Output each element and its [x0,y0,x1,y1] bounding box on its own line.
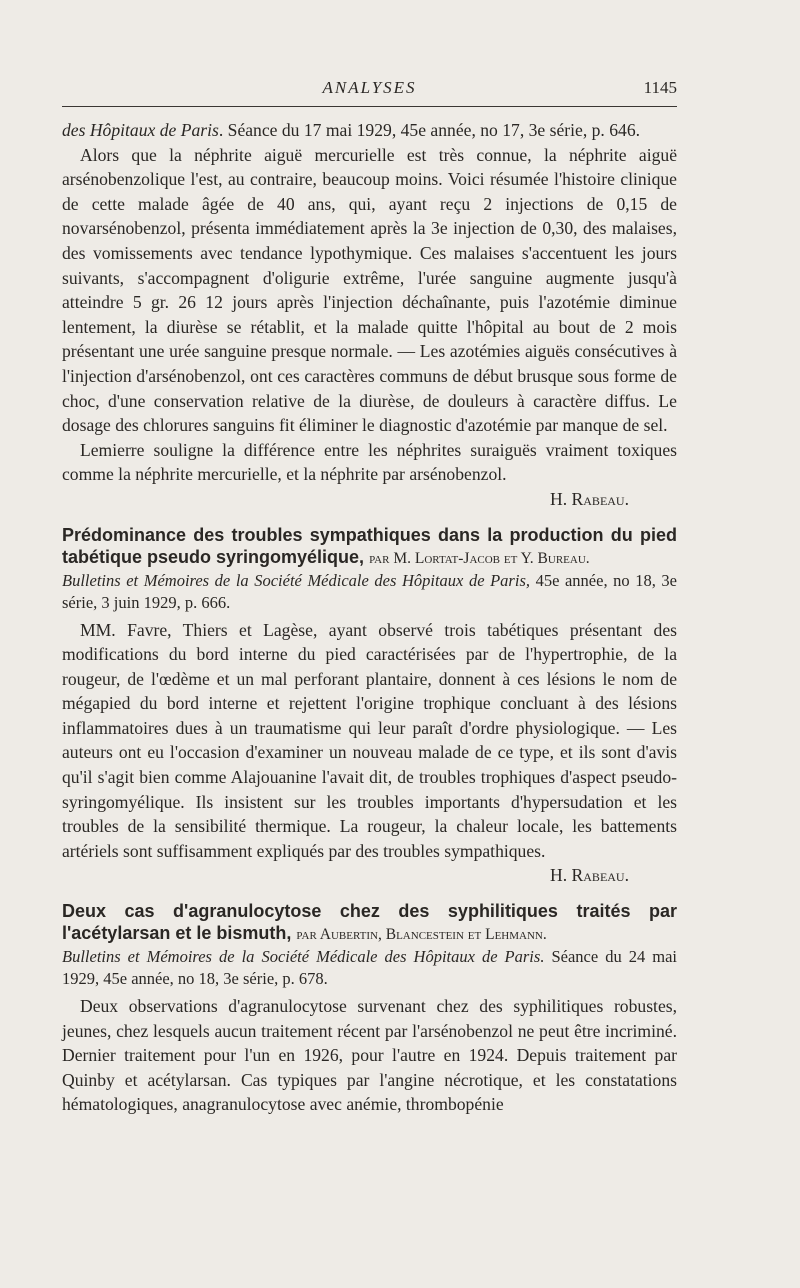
article1-title: Prédominance des troubles sympathiques dans la production du pied tabétique pseudo syringomyélique, [62,524,677,567]
article0-journal: des Hôpitaux de Paris [62,120,219,140]
article1-signature [62,863,677,888]
page-number: 1145 [643,78,677,97]
running-header [62,78,677,100]
article1-citation [62,570,677,614]
article0-citation-rest: . Séance du 17 mai 1929, 45e année, no 17, 3e série, p. 646. [218,120,641,140]
article1-journal: Bulletins et Mémoires de la Société Médicale des Hôpitaux de Paris, [62,570,530,590]
article0-paragraph2: Lemierre souligne la différence entre les néphrites suraiguës vraiment toxiques comme la néphrite mercurielle, et la néphrite par arsénobenzol. [62,439,677,485]
running-title: ANALYSES [322,78,417,97]
article0-citation [62,118,677,143]
article1-heading [62,524,677,570]
article2-citation [62,946,677,990]
article0-signature [62,487,677,512]
article2-journal: Bulletins et Mémoires de la Société Médicale des Hôpitaux de Paris. [62,947,545,967]
article2-citation-rest: Séance du 24 mai 1929, 45e année, no 18, 3e série, p. 678. [62,947,678,989]
header-rule [62,106,677,107]
article1-citation-rest: 45e année, no 18, 3e série, 3 juin 1929, p. 666. [62,570,677,612]
article1-paragraph: MM. Favre, Thiers et Lagèse, ayant observé trois tabétiques présentant des modifications du bord interne du pied caractérisées par de l'hypertrophie, de la rougeur, de l'œdème et un mal perforant plantaire, donnent à ces lésions le nom de mégapied du bord interne et rejettent l'origine trophique concluant à des lésions inflammatoires dues à un traumatisme qui leur paraît d'ordre physiologique. — Les auteurs ont eu l'occasion d'examiner un nouveau malade de ce type, et ils sont d'avis qu'il s'agit bien comme Alajouanine l'avait dit, de troubles trophiques d'aspect pseudo-syringomyélique. Ils insistent sur les troubles importants d'hypersudation et les troubles de la sensibilité thermique. La rougeur, la chaleur locale, les battements artériels sont suffisamment expliqués par des troubles sympathiques. [62,619,677,861]
article1-signature-text: H. Rabeau. [550,865,629,886]
article2-heading [62,900,677,946]
article2-paragraph: Deux observations d'agranulocytose survenant chez des syphilitiques robustes, jeunes, chez lesquels aucun traitement récent par l'arsénobenzol ne peut être incriminé. Dernier traitement pour l'un en 1926, pour l'autre en 1924. Depuis traitement par Quinby et acétylarsan. Cas typiques par l'angine nécrotique, et les constatations hématologiques, anagranulocytose avec anémie, thrombopénie [62,996,677,1115]
article1-authors: par M. Lortat-Jacob et Y. Bureau. [369,549,590,567]
article2-authors: par Aubertin, Blancestein et Lehmann. [296,926,547,944]
article0-signature-text: H. Rabeau. [550,488,629,509]
article2-title: Deux cas d'agranulocytose chez des syphilitiques traités par l'acétylarsan et le bismuth, [62,901,677,944]
article0-paragraph1: Alors que la néphrite aiguë mercurielle est très connue, la néphrite aiguë arsénobenzolique l'est, au contraire, beaucoup moins. Voici résumée l'histoire clinique de cette malade âgée de 40 ans, qui, ayant reçu 2 injections de 0,15 de novarsénobenzol, présenta immédiatement après la 3e injection de 0,30, des malaises, des vomissements avec tendance lypothymique. Ces malaises s'accentuent les jours suivants, s'accompagnent d'oligurie extrême, l'urée sanguine augmente jusqu'à atteindre 5 gr. 26 12 jours après l'injection déchaînante, puis l'azotémie diminue lentement, la diurèse se rétablit, et la malade quitte l'hôpital au bout de 2 mois présentant une urée sanguine presque normale. — Les azotémies aiguës consécutives à l'injection d'arsénobenzol, ont ces caractères communs de début brusque sous forme de choc, d'une conservation relative de la diurèse, de douleurs à caractère diffus. Le dosage des chlorures sanguins fit éliminer le diagnostic d'azotémie par manque de sel. [62,144,677,436]
page-body [62,118,677,1117]
